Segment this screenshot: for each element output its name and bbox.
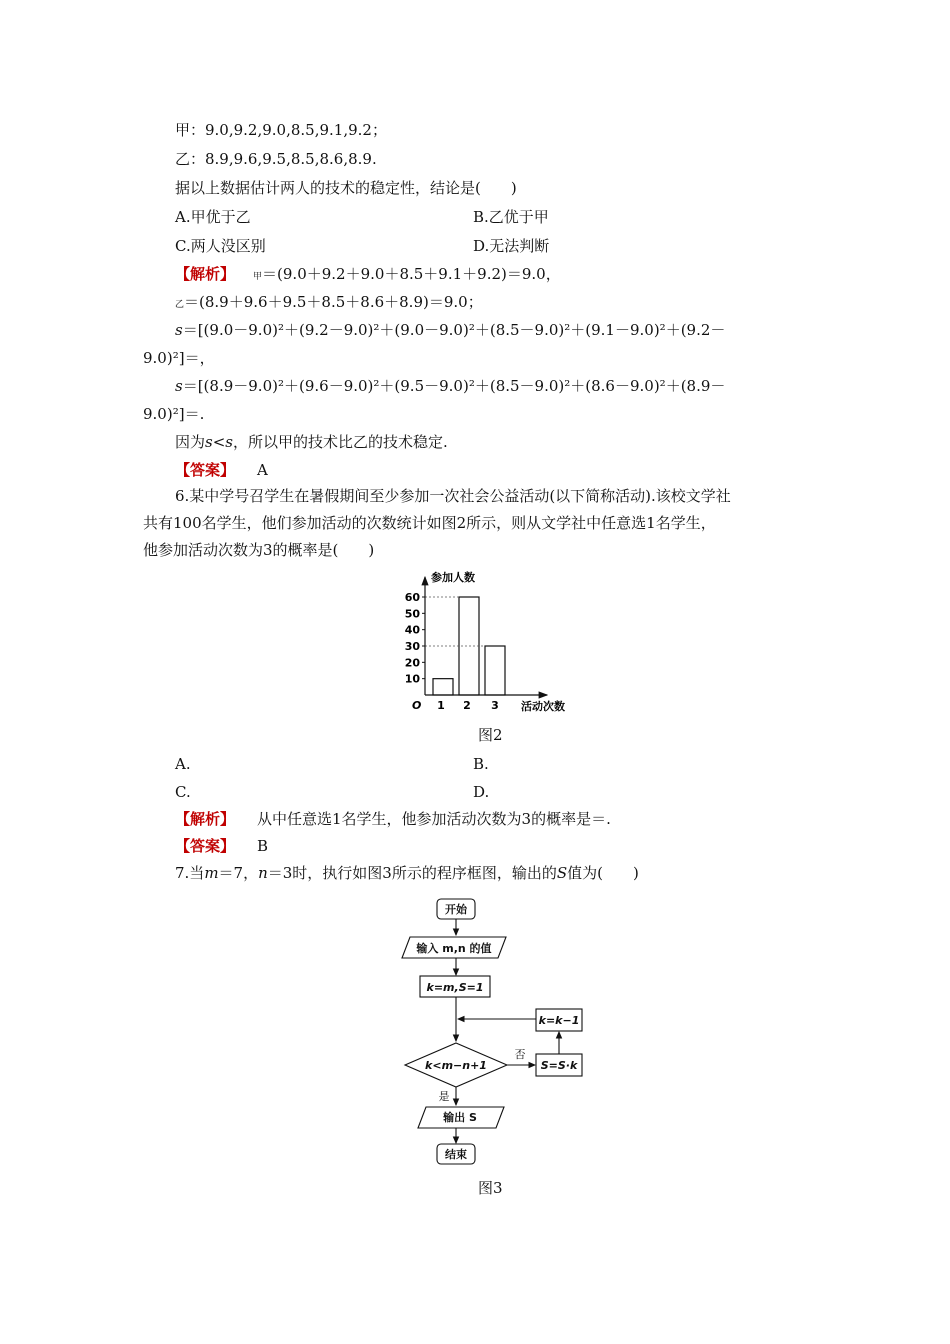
analysis-label: 【解析】 bbox=[175, 265, 236, 283]
figure-2-caption: 图2 bbox=[478, 726, 503, 744]
x-tick-label: 1 bbox=[437, 699, 445, 712]
variance-jia-2: 9.0)²]＝， bbox=[143, 349, 215, 367]
analysis-label: 【解析】 bbox=[175, 810, 236, 828]
analysis-6-text: 从中任意选1名学生，他参加活动次数为3的概率是＝. bbox=[257, 810, 611, 828]
flowchart bbox=[390, 890, 610, 1172]
origin-label: O bbox=[412, 699, 422, 712]
problem-6-line-2: 共有100名学生，他们参加活动的次数统计如图2所示，则从文学社中任意选1名学生， bbox=[143, 514, 716, 532]
m-var: m bbox=[204, 864, 219, 882]
s-symbol: s bbox=[175, 377, 183, 395]
problem-6-line-1: 6.某中学号召学生在暑假期间至少参加一次社会公益活动(以下简称活动).该校文学社 bbox=[175, 487, 731, 505]
answer-value: B bbox=[257, 837, 269, 855]
answer-label: 【答案】 bbox=[175, 837, 236, 855]
n-var: n bbox=[258, 864, 268, 882]
data-jia: 甲：9.0,9.2,9.0,8.5,9.1,9.2； bbox=[175, 121, 387, 139]
option-a-6: A. bbox=[175, 755, 191, 773]
problem-7 bbox=[175, 863, 639, 883]
bar-3 bbox=[485, 646, 505, 695]
y-tick-label: 10 bbox=[404, 672, 420, 686]
option-c-6: C. bbox=[175, 783, 191, 801]
flow-update-s-label: S=S·k bbox=[540, 1059, 578, 1072]
mean-jia-subscript: 甲 bbox=[253, 272, 263, 282]
flow-start-label: 开始 bbox=[445, 903, 467, 916]
flow-condition-label: k<m−n+1 bbox=[425, 1059, 487, 1072]
option-c: C.两人没区别 bbox=[175, 237, 266, 255]
analysis-6 bbox=[175, 809, 611, 829]
conclusion-pre: 因为 bbox=[175, 433, 206, 451]
flow-yes-label: 是 bbox=[438, 1090, 450, 1103]
figure-3-caption: 图3 bbox=[478, 1179, 503, 1197]
conclusion bbox=[175, 432, 448, 452]
y-tick-label: 60 bbox=[404, 591, 420, 604]
answer-6 bbox=[175, 836, 268, 856]
conclusion-ss: s<s bbox=[205, 433, 233, 451]
bar-chart bbox=[395, 565, 585, 720]
y-tick-label: 30 bbox=[404, 640, 420, 653]
variance-jia-line-1 bbox=[175, 320, 725, 340]
y-tick-label: 50 bbox=[404, 607, 420, 621]
answer-5 bbox=[175, 460, 268, 480]
variance-yi-2: 9.0)²]＝. bbox=[143, 405, 205, 423]
y-tick-label: 40 bbox=[404, 623, 420, 637]
option-b: B.乙优于甲 bbox=[473, 208, 549, 226]
mean-yi: ＝(8.9＋9.6＋9.5＋8.5＋8.6＋8.9)＝9.0； bbox=[184, 293, 483, 311]
flow-init-label: k=m,S=1 bbox=[426, 981, 484, 994]
y-tick-label: 20 bbox=[404, 656, 420, 670]
option-d: D.无法判断 bbox=[473, 237, 550, 255]
flow-output-label: 输出 S bbox=[443, 1111, 477, 1124]
analysis-line-1 bbox=[175, 264, 561, 287]
option-a: A.甲优于乙 bbox=[175, 208, 251, 226]
analysis-line-2 bbox=[175, 292, 483, 315]
n-val: ＝3时，执行如图3所示的程序框图，输出的 bbox=[267, 864, 557, 882]
flow-input-label: 输入 m,n 的值 bbox=[416, 942, 492, 955]
s-var: S bbox=[556, 864, 568, 882]
flow-update-k-label: k=k−1 bbox=[538, 1014, 580, 1027]
variance-yi-line-1 bbox=[175, 376, 725, 396]
m-val: ＝7， bbox=[218, 864, 259, 882]
option-d-6: D. bbox=[473, 783, 490, 801]
variance-jia-1: ＝[(9.0－9.0)²＋(9.2－9.0)²＋(9.0－9.0)²＋(8.5－9.0)²＋(9.1－9.0)²＋(9.2－ bbox=[182, 321, 726, 339]
conclusion-post: ，所以甲的技术比乙的技术稳定. bbox=[232, 433, 448, 451]
y-axis-label: 参加人数 bbox=[431, 571, 475, 584]
p7-post: 值为( ) bbox=[567, 864, 639, 882]
question-5: 据以上数据估计两人的技术的稳定性，结论是( ) bbox=[175, 179, 517, 197]
answer-value: A bbox=[257, 461, 268, 479]
x-tick-label: 3 bbox=[491, 699, 499, 712]
option-b-6: B. bbox=[473, 755, 489, 773]
p7-pre: 7.当 bbox=[175, 864, 205, 882]
x-axis-label: 活动次数 bbox=[521, 700, 565, 713]
answer-label: 【答案】 bbox=[175, 461, 236, 479]
flow-no-label: 否 bbox=[514, 1048, 526, 1061]
problem-6-line-3: 他参加活动次数为3的概率是( ) bbox=[143, 541, 375, 559]
mean-yi-subscript: 乙 bbox=[175, 300, 185, 310]
flow-end-label: 结束 bbox=[445, 1148, 467, 1161]
x-tick-label: 2 bbox=[463, 699, 471, 712]
mean-jia: ＝(9.0＋9.2＋9.0＋8.5＋9.1＋9.2)＝9.0， bbox=[262, 265, 561, 283]
s-symbol: s bbox=[175, 321, 183, 339]
variance-yi-1: ＝[(8.9－9.0)²＋(9.6－9.0)²＋(9.5－9.0)²＋(8.5－9.0)²＋(8.6－9.0)²＋(8.9－ bbox=[182, 377, 726, 395]
bar-1 bbox=[433, 679, 453, 695]
data-yi: 乙：8.9,9.6,9.5,8.5,8.6,8.9. bbox=[175, 150, 377, 168]
